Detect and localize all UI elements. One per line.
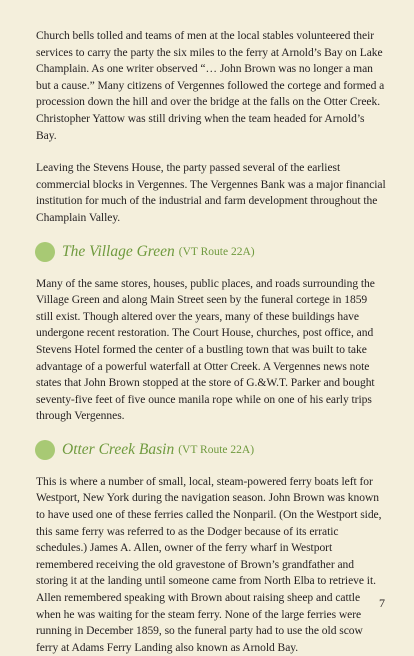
otter-creek-paragraph: This is where a number of small, local, steam-powered ferry boats left for Westport, New York during the navigation season. John Brown was known to have used one of these ferries called the Nonparil. (On the Westport side, this same ferry was referred to as the Dodger because of its erratic schedules.) James A. Allen, owner of the ferry wharf in Westport remembered receiving the old gravestone of Brown’s grandfather and storing it at the landing until someone came from North Elba to retrieve it. Allen remembered speaking with Brown about raising sheep and cattle when he was waiting for the steam ferry. None of the large ferries were running in December 1859, so the funeral party had to use the old scow ferry at Adams Ferry Landing also known as Arnold Bay. (36, 475, 382, 654)
section-title: Otter Creek Basin (62, 440, 175, 458)
green-dot-icon (35, 242, 55, 262)
bank-paragraph: Leaving the Stevens House, the party passed several of the earliest commercial blocks in Vergennes. The Vergennes Bank was a major financial institution for much of the industrial and farm development throughout the Champlain Valley. (36, 162, 386, 224)
village-green-paragraph: Many of the same stores, houses, public places, and roads surrounding the Village Green and along Main Street seen by the funeral cortege in 1859 still exist. Though altered over the years, many of these buildings have undergone recent restoration. The Court House, churches, post office, and Stevens Hotel formed the center of a bustling town that was built to take advantage of a powerful waterfall at Otter Creek. A Vergennes news note states that John Brown stopped at the store of G.&W.T. Parker and bought seventy-five feet of five ounce manila rope while on one of his early trips through Vergennes. (36, 277, 375, 423)
page-content (36, 28, 386, 656)
section-route: (VT Route 22A) (178, 245, 255, 258)
green-dot-icon (35, 440, 55, 460)
section-route: (VT Route 22A) (178, 443, 255, 456)
section-heading-village-green (36, 241, 386, 263)
section-heading-otter-creek (36, 439, 386, 461)
intro-paragraph: Church bells tolled and teams of men at the local stables volunteered their services to carry the party the six miles to the ferry at Arnold’s Bay on Lake Champlain. As one writer observed “… John Brown was no longer a man but a cause.” Many citizens of Vergennes followed the cortege and formed a procession down the hill and over the bridge at the falls on the Otter Creek. Christopher Yattow was still driving when the team headed for Arnold’s Bay. (36, 30, 385, 142)
section-title: The Village Green (62, 242, 175, 260)
page-number: 7 (379, 596, 385, 610)
